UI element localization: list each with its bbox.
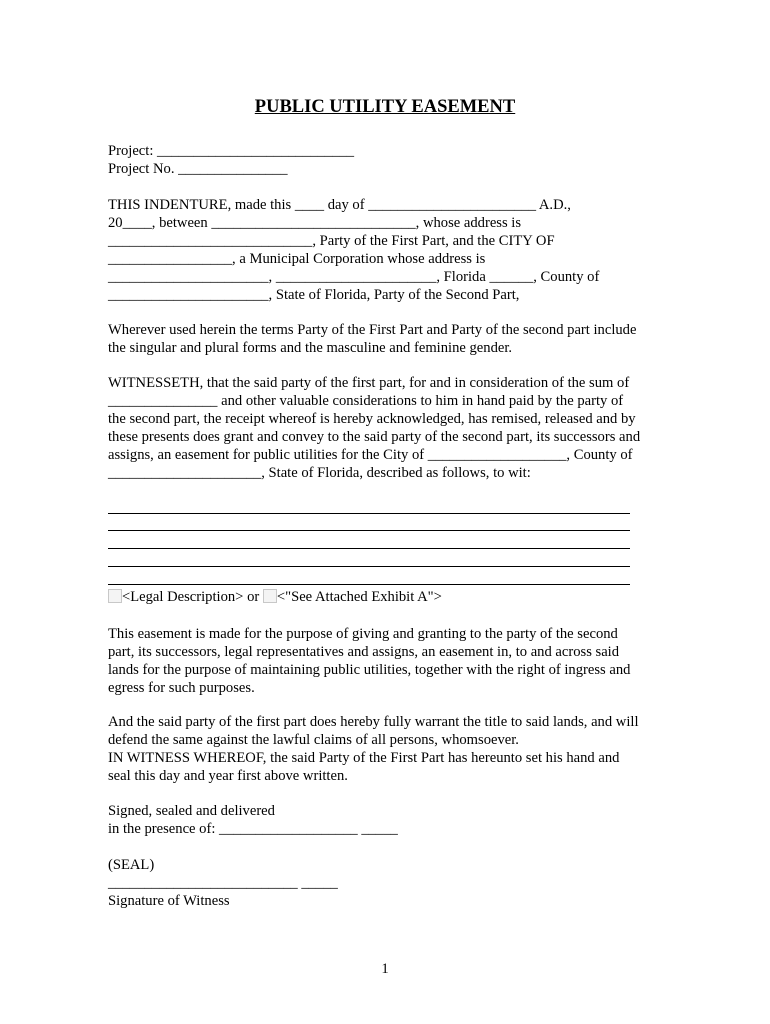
indenture-paragraph [108, 196, 668, 304]
witnesseth-line: the second part, the receipt whereof is hereby acknowledged, has remised, released and by [108, 411, 636, 427]
indenture-line: 20____, between ____________________________, whose address is [108, 215, 522, 231]
warranty-line: defend the same against the lawful claims of all persons, whomsoever. [108, 732, 519, 748]
warranty-paragraph [108, 713, 668, 785]
signed-line: Signed, sealed and delivered [108, 803, 275, 819]
witnesseth-paragraph [108, 374, 668, 482]
warranty-line: IN WITNESS WHEREOF, the said Party of the First Part has hereunto set his hand and [108, 750, 620, 766]
description-choice-row [108, 588, 442, 606]
indenture-line: THIS INDENTURE, made this ____ day of _______________________ A.D., [108, 197, 571, 213]
indenture-line: _________________, a Municipal Corporation whose address is [108, 251, 486, 267]
purpose-line: This easement is made for the purpose of giving and granting to the party of the second [108, 626, 618, 642]
description-rule [108, 530, 630, 531]
witnesseth-line: these presents does grant and convey to the said party of the second part, its successors and [108, 429, 641, 445]
description-rule [108, 513, 630, 514]
project-line: Project: ___________________________ [108, 143, 355, 159]
terms-paragraph [108, 321, 668, 357]
witnesseth-line: _______________ and other valuable considerations to him in hand paid by the party of [108, 393, 624, 409]
description-rule [108, 584, 630, 585]
purpose-paragraph [108, 625, 668, 697]
witnesseth-line: assigns, an easement for public utilities for the City of ___________________, County of [108, 447, 633, 463]
witnesseth-line: WITNESSETH, that the said party of the first part, for and in consideration of the sum of [108, 375, 630, 391]
witness-signature-line: __________________________ _____ [108, 875, 338, 891]
terms-line: Wherever used herein the terms Party of the First Part and Party of the second part include [108, 322, 637, 338]
page-number: 1 [381, 961, 389, 977]
purpose-line: part, its successors, legal representatives and assigns, an easement in, to and across said [108, 644, 620, 660]
signed-block [108, 802, 668, 838]
legal-description-checkbox[interactable] [108, 589, 122, 603]
purpose-line: lands for the purpose of maintaining public utilities, together with the right of ingress and [108, 662, 631, 678]
project-number-line: Project No. _______________ [108, 161, 288, 177]
exhibit-checkbox[interactable] [263, 589, 277, 603]
indenture-line: ______________________, State of Florida, Party of the Second Part, [108, 287, 520, 303]
terms-line: the singular and plural forms and the masculine and feminine gender. [108, 340, 513, 356]
purpose-line: egress for such purposes. [108, 680, 255, 696]
description-rule [108, 548, 630, 549]
project-block [108, 142, 668, 178]
witness-signature-label: Signature of Witness [108, 893, 230, 909]
warranty-line: seal this day and year first above written. [108, 768, 348, 784]
exhibit-label: <"See Attached Exhibit A"> [276, 589, 442, 605]
or-text: or [243, 589, 263, 605]
warranty-line: And the said party of the first part does hereby fully warrant the title to said lands, and will [108, 714, 639, 730]
legal-description-label: <Legal Description> [122, 589, 244, 605]
presence-line: in the presence of: ___________________ _____ [108, 821, 398, 837]
witnesseth-line: _____________________, State of Florida, described as follows, to wit: [108, 465, 531, 481]
indenture-line: ____________________________, Party of the First Part, and the CITY OF [108, 233, 555, 249]
indenture-line: ______________________, ______________________, Florida ______, County of [108, 269, 600, 285]
description-rule [108, 566, 630, 567]
seal-label: (SEAL) [108, 857, 155, 873]
document-title: PUBLIC UTILITY EASEMENT [254, 97, 516, 117]
